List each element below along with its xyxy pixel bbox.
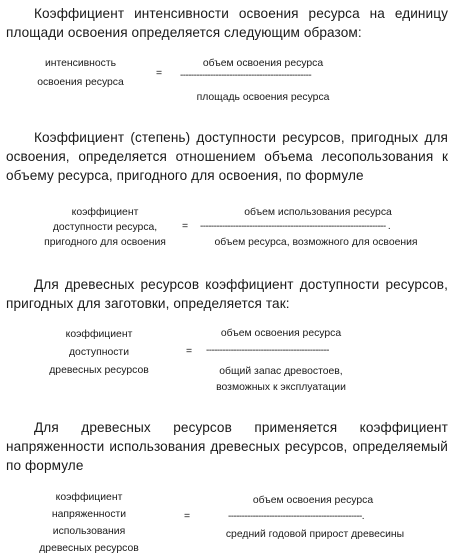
formula-denominator: площадь освоения ресурса (196, 92, 330, 103)
formula-availability (0, 205, 452, 257)
equals-sign: = (182, 221, 189, 232)
formula-denominator (196, 364, 366, 396)
formula-numerator: объем освоения ресурса (252, 495, 374, 506)
formula-wood-availability (0, 326, 452, 398)
equals-sign: = (186, 346, 193, 357)
formula-intensity (0, 56, 452, 112)
formula-lhs-line: интенсивность (44, 58, 117, 69)
formula-numerator: объем освоения ресурса (220, 328, 342, 339)
equals-sign: = (156, 68, 163, 79)
paragraph-intensity-intro: Коэффициент интенсивности освоения ресурса на единицу площади освоения определяется следующим образом: (6, 6, 448, 40)
fraction-bar: --------------------------------------------- (206, 345, 329, 356)
formula-numerator: объем освоения ресурса (202, 58, 324, 69)
formula-lhs (18, 56, 143, 91)
formula-lhs-line: освоения ресурса (37, 77, 124, 88)
formula-lhs-line: коэффициент (55, 492, 123, 503)
formula-lhs-line: доступности (68, 347, 129, 358)
fraction-bar: ------------------------------------------------ (180, 70, 312, 81)
formula-lhs (34, 326, 164, 380)
paragraph-wood-availability-intro: Для древесных ресурсов коэффициент доступности ресурсов, пригодных для заготовки, определяется так: (6, 277, 448, 311)
fraction-bar: -------------------------------------------------. (228, 511, 364, 522)
formula-denominator: средний годовой прирост древесины (225, 529, 405, 540)
formula-lhs-line: доступности ресурса, (52, 222, 158, 233)
formula-lhs-line: коэффициент (71, 207, 139, 218)
formula-denominator: объем ресурса, возможного для освоения (214, 237, 418, 248)
formula-denominator-line: общий запас древостоев, (219, 366, 343, 377)
formula-wood-intensity (0, 489, 452, 559)
equals-sign: = (184, 511, 191, 522)
formula-lhs-line: пригодного для освоения (44, 237, 166, 248)
formula-lhs (30, 205, 180, 250)
formula-lhs-line: напряженности (51, 509, 127, 520)
formula-numerator: объем использования ресурса (244, 207, 392, 218)
paragraph-wood-intensity-intro: Для древесных ресурсов применяется коэффициент напряженности использования древесных ресурсов, определяемый по формуле (6, 420, 448, 473)
paragraph-availability-intro: Коэффициент (степень) доступности ресурсов, пригодных для освоения, определяется отношением объема лесопользования к объему ресурса, пригодного для освоения, по формуле (6, 130, 448, 183)
formula-lhs-line: коэффициент (65, 329, 133, 340)
formula-lhs-line: древесных ресурсов (49, 365, 149, 376)
formula-denominator-line: возможных к эксплуатации (216, 382, 346, 393)
formula-lhs-line: древесных ресурсов (39, 543, 139, 554)
formula-lhs-line: использования (52, 526, 126, 537)
fraction-bar: -------------------------------------------------------------------- . (200, 221, 391, 232)
formula-lhs (24, 489, 154, 557)
